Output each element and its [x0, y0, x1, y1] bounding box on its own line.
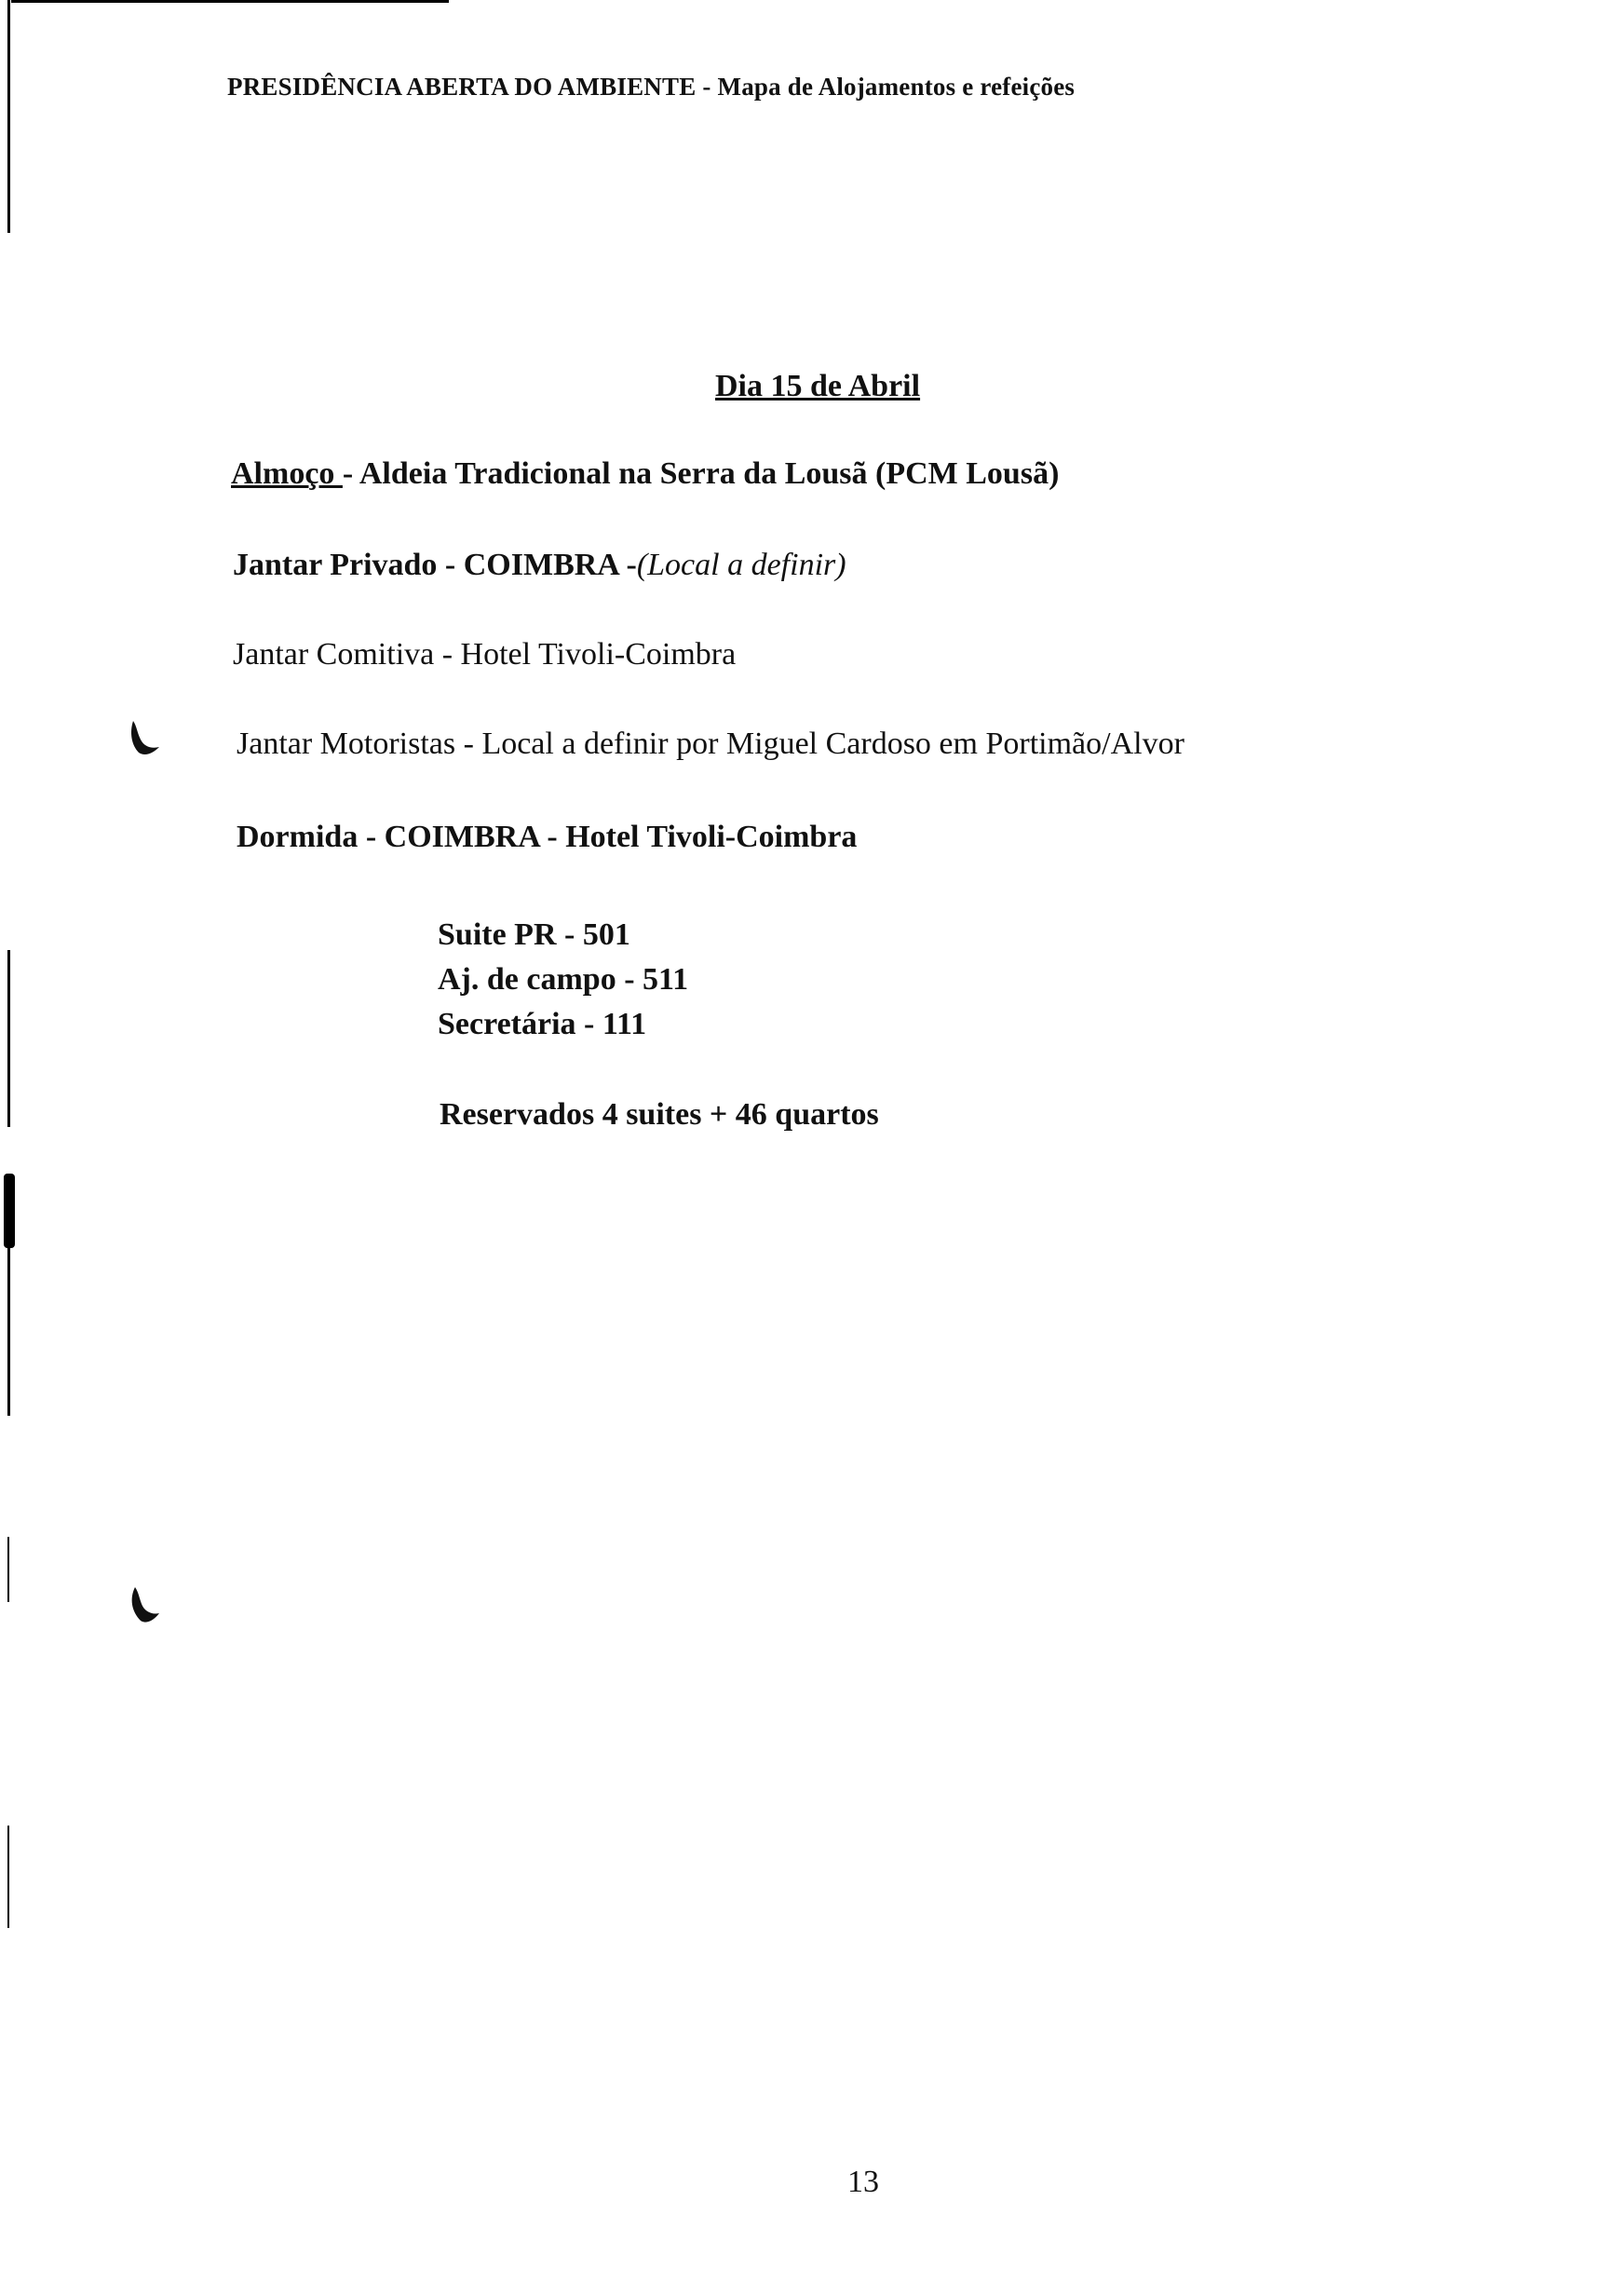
scan-edge-left: [7, 1826, 9, 1928]
hand-check-mark-icon: [126, 717, 163, 760]
page-number: 13: [847, 2165, 879, 2199]
jantar-privado-note: (Local a definir): [636, 548, 846, 582]
day-title: Dia 15 de Abril: [715, 369, 921, 403]
entry-dormida: Dormida - COIMBRA - Hotel Tivoli-Coimbra: [237, 820, 858, 854]
almoco-label: Almoço: [231, 456, 343, 491]
scan-edge-left: [7, 950, 10, 1127]
scan-edge-left: [7, 1248, 10, 1416]
scan-edge-top: [11, 0, 449, 3]
hand-check-mark-icon: [126, 1583, 163, 1626]
document-header: PRESIDÊNCIA ABERTA DO AMBIENTE - Mapa de Alojamentos e refeições: [227, 73, 1076, 101]
room-item: Secretária - 111: [438, 1007, 647, 1041]
room-item: Aj. de campo - 511: [438, 962, 689, 997]
room-item: Suite PR - 501: [438, 917, 630, 952]
room-list: [438, 913, 688, 1047]
entry-almoco: [231, 456, 1059, 492]
entry-jantar-motoristas: Jantar Motoristas - Local a definir por Miguel Cardoso em Portimão/Alvor: [237, 727, 1184, 761]
jantar-privado-label: Jantar Privado - COIMBRA -: [233, 548, 637, 582]
reserved-summary: Reservados 4 suites + 46 quartos: [440, 1097, 879, 1132]
almoco-text: - Aldeia Tradicional na Serra da Lousã (PCM Lousã): [342, 456, 1060, 491]
scan-edge-blob: [4, 1174, 15, 1248]
scan-edge-left: [7, 0, 10, 233]
entry-jantar-privado: [233, 548, 846, 583]
scan-edge-left: [7, 1537, 9, 1602]
entry-jantar-comitiva: Jantar Comitiva - Hotel Tivoli-Coimbra: [233, 637, 737, 672]
